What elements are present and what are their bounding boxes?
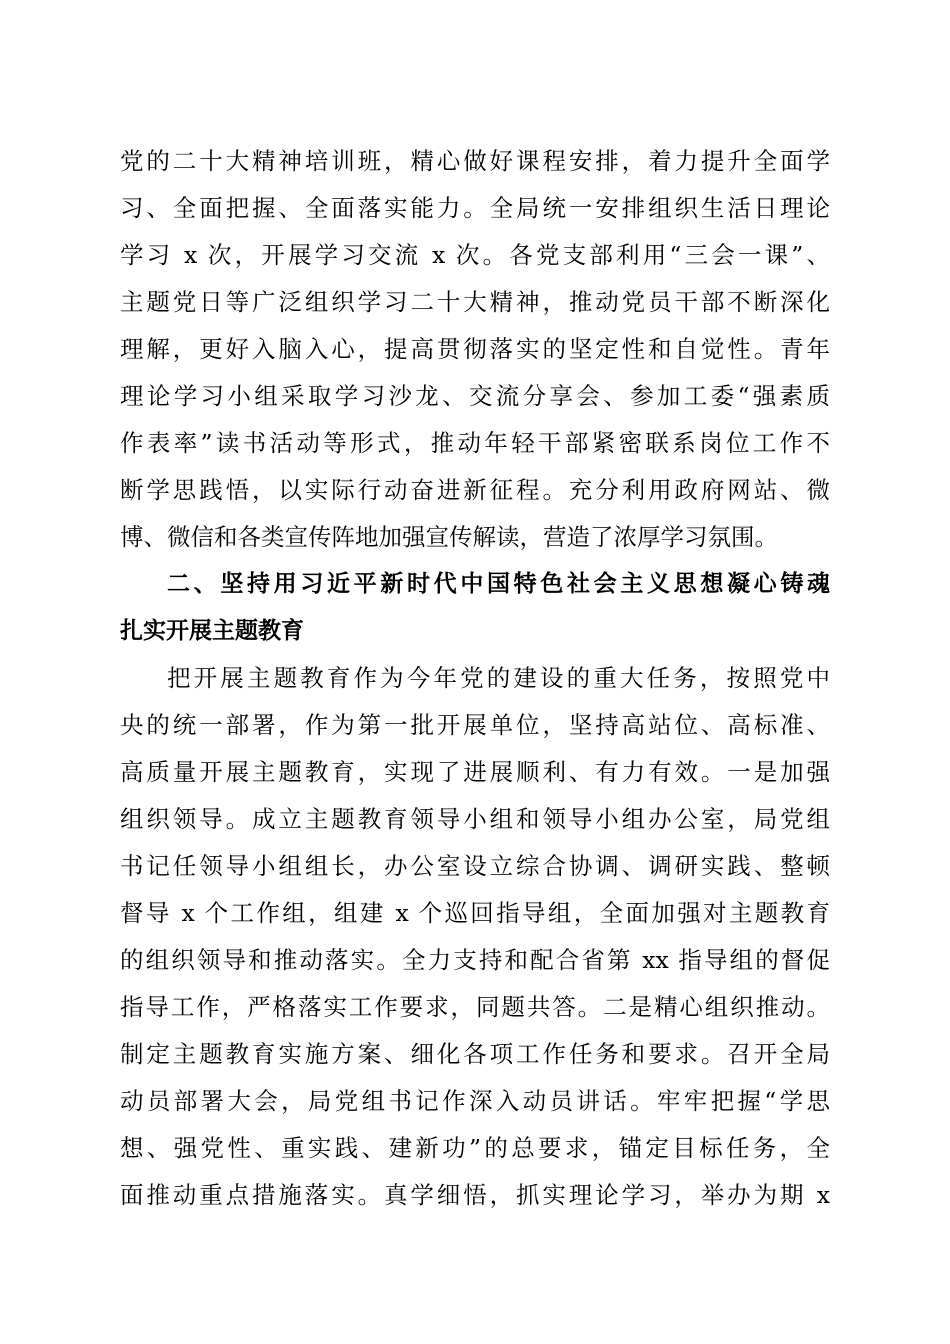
paragraph-line: 央的统一部署，作为第一批开展单位，坚持高站位、高标准、 xyxy=(120,711,830,739)
paragraph-line: 博、微信和各类宣传阵地加强宣传解读，营造了浓厚学习氛围。 xyxy=(120,523,778,551)
paragraph-line: 书记任领导小组组长，办公室设立综合协调、调研实践、整顿 xyxy=(120,852,830,880)
paragraph-line: 党的二十大精神培训班，精心做好课程安排，着力提升全面学 xyxy=(120,147,830,175)
paragraph-line: 习、全面把握、全面落实能力。全局统一安排组织生活日理论 xyxy=(120,194,830,222)
paragraph-line: 高质量开展主题教育，实现了进展顺利、有力有效。一是加强 xyxy=(120,758,830,786)
paragraph-line: 组织领导。成立主题教育领导小组和领导小组办公室，局党组 xyxy=(120,805,830,833)
paragraph-line: 制定主题教育实施方案、细化各项工作任务和要求。召开全局 xyxy=(120,1040,830,1068)
paragraph-line: 动员部署大会，局党组书记作深入动员讲话。牢牢把握“学思 xyxy=(120,1087,830,1115)
paragraph-line: 作表率”读书活动等形式，推动年轻干部紧密联系岗位工作不 xyxy=(120,429,830,457)
paragraph-line: 督导 x 个工作组，组建 x 个巡回指导组，全面加强对主题教育 xyxy=(120,899,830,927)
paragraph-line: 理论学习小组采取学习沙龙、交流分享会、参加工委“强素质 xyxy=(120,382,830,410)
paragraph-line: 主题党日等广泛组织学习二十大精神，推动党员干部不断深化 xyxy=(120,288,830,316)
section-heading: 扎实开展主题教育 xyxy=(120,618,304,644)
paragraph-line: 把开展主题教育作为今年党的建设的重大任务，按照党中 xyxy=(167,664,830,692)
paragraph-line: 学习 x 次，开展学习交流 x 次。各党支部利用“三会一课”、 xyxy=(120,241,830,269)
paragraph-line: 指导工作，严格落实工作要求，同题共答。二是精心组织推动。 xyxy=(120,993,830,1021)
paragraph-line: 理解，更好入脑入心，提高贯彻落实的坚定性和自觉性。青年 xyxy=(120,335,830,363)
paragraph-line: 断学思践悟，以实际行动奋进新征程。充分利用政府网站、微 xyxy=(120,476,830,504)
paragraph-line: 的组织领导和推动落实。全力支持和配合省第 xx 指导组的督促 xyxy=(120,946,830,974)
paragraph-line: 面推动重点措施落实。真学细悟，抓实理论学习，举办为期 x xyxy=(120,1181,830,1209)
paragraph-line: 想、强党性、重实践、建新功”的总要求，锚定目标任务，全 xyxy=(120,1134,830,1162)
section-heading: 二、坚持用习近平新时代中国特色社会主义思想凝心铸魂 xyxy=(167,571,830,597)
